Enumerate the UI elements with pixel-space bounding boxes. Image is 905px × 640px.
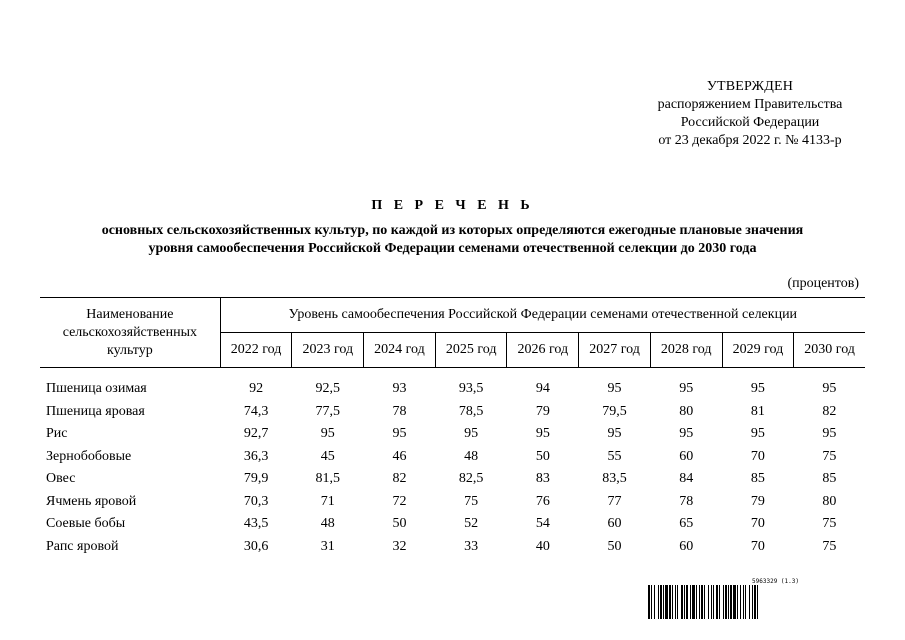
value-cell: 83 [535, 471, 550, 487]
value-cell: 95 [679, 426, 694, 442]
value-cell: 74,3 [243, 403, 269, 419]
value-cell: 95 [392, 426, 407, 442]
value-cell: 85 [822, 471, 837, 487]
table-row [40, 491, 865, 514]
value-cell: 50 [607, 538, 622, 554]
barcode-number: 5963329 (1.3) [752, 578, 799, 585]
year-header: 2022 год [220, 333, 292, 368]
value-cell: 85 [750, 471, 765, 487]
year-header: 2029 год [722, 333, 794, 368]
value-cell: 79 [535, 403, 550, 419]
value-cell: 94 [535, 381, 550, 397]
crop-column-header: Наименование сельскохозяйственных культур [40, 298, 220, 368]
barcode [648, 578, 863, 619]
value-cell: 70 [750, 538, 765, 554]
value-cell: 30,6 [243, 538, 269, 554]
value-cell: 95 [822, 426, 837, 442]
value-cell: 70,3 [243, 493, 269, 509]
value-cell: 95 [320, 426, 335, 442]
value-cell: 79,5 [602, 403, 627, 419]
value-cell: 78 [679, 493, 694, 509]
value-cell: 32 [392, 538, 407, 554]
barcode-bar [757, 585, 758, 619]
year-header: 2025 год [435, 333, 507, 368]
value-cell: 80 [822, 493, 837, 509]
value-cell: 75 [822, 538, 837, 554]
crop-name: Пшеница озимая [46, 381, 147, 397]
crop-name: Ячмень яровой [46, 493, 137, 509]
value-cell: 93,5 [458, 381, 484, 397]
approval-heading: УТВЕРЖДЕН [706, 79, 794, 94]
subtitle-line: основных сельскохозяйственных культур, по каждой из которых определяются ежегодные плановые значения [101, 223, 804, 238]
value-cell: 46 [392, 448, 407, 464]
year-header: 2023 год [292, 333, 364, 368]
value-cell: 95 [607, 426, 622, 442]
value-cell: 78,5 [458, 403, 484, 419]
value-cell: 83,5 [602, 471, 627, 487]
year-header: 2027 год [579, 333, 651, 368]
value-cell: 33 [464, 538, 479, 554]
value-cell: 55 [607, 448, 622, 464]
value-cell: 95 [535, 426, 550, 442]
crop-name: Рис [46, 426, 68, 442]
crop-name: Пшеница яровая [46, 403, 145, 419]
table-body [40, 368, 865, 559]
value-cell: 43,5 [243, 516, 269, 532]
document-title: П Е Р Е Ч Е Н Ь [371, 198, 534, 213]
value-cell: 78 [392, 403, 407, 419]
crop-name: Зернобобовые [46, 448, 132, 464]
value-cell: 48 [464, 448, 479, 464]
value-cell: 60 [679, 538, 694, 554]
value-cell: 45 [320, 448, 335, 464]
value-cell: 71 [320, 493, 335, 509]
value-cell: 82,5 [458, 471, 484, 487]
crop-name: Овес [46, 471, 76, 487]
approval-line: Российской Федерации [680, 115, 820, 130]
value-cell: 92,5 [315, 381, 341, 397]
unit-label: (процентов) [787, 276, 859, 291]
value-cell: 50 [535, 448, 550, 464]
table-row [40, 401, 865, 424]
value-cell: 92 [249, 381, 264, 397]
value-cell: 70 [750, 516, 765, 532]
crop-name: Соевые бобы [46, 516, 126, 532]
table-row [40, 536, 865, 559]
table-row [40, 368, 865, 401]
value-cell: 65 [679, 516, 694, 532]
value-cell: 81 [750, 403, 765, 419]
value-cell: 79 [750, 493, 765, 509]
crop-name: Рапс яровой [46, 538, 119, 554]
value-cell: 79,9 [243, 471, 269, 487]
value-cell: 40 [535, 538, 550, 554]
value-cell: 72 [392, 493, 407, 509]
value-cell: 82 [822, 403, 837, 419]
value-cell: 95 [679, 381, 694, 397]
barcode-bars [648, 585, 863, 619]
table-row [40, 513, 865, 536]
document-subtitle [0, 222, 905, 258]
value-cell: 92,7 [243, 426, 269, 442]
approval-date: от 23 декабря 2022 г. № 4133-р [658, 133, 842, 148]
value-cell: 50 [392, 516, 407, 532]
value-cell: 93 [392, 381, 407, 397]
subtitle-line: уровня самообеспечения Российской Федерации семенами отечественной селекции до 2030 года [148, 241, 757, 256]
group-header: Уровень самообеспечения Российской Федерации семенами отечественной селекции [220, 298, 865, 333]
year-header: 2026 год [507, 333, 579, 368]
value-cell: 95 [750, 426, 765, 442]
year-header: 2028 год [650, 333, 722, 368]
value-cell: 54 [535, 516, 550, 532]
value-cell: 75 [822, 516, 837, 532]
value-cell: 48 [320, 516, 335, 532]
value-cell: 77,5 [315, 403, 341, 419]
value-cell: 75 [822, 448, 837, 464]
value-cell: 60 [607, 516, 622, 532]
value-cell: 60 [679, 448, 694, 464]
value-cell: 36,3 [243, 448, 269, 464]
approval-line: распоряжением Правительства [657, 97, 843, 112]
year-header: 2024 год [364, 333, 436, 368]
value-cell: 76 [535, 493, 550, 509]
value-cell: 84 [679, 471, 694, 487]
value-cell: 95 [750, 381, 765, 397]
value-cell: 95 [464, 426, 479, 442]
approval-block [640, 78, 860, 150]
value-cell: 81,5 [315, 471, 341, 487]
data-table [40, 297, 865, 558]
value-cell: 52 [464, 516, 479, 532]
value-cell: 95 [607, 381, 622, 397]
value-cell: 70 [750, 448, 765, 464]
value-cell: 77 [607, 493, 622, 509]
table-row [40, 423, 865, 446]
value-cell: 95 [822, 381, 837, 397]
year-header: 2030 год [794, 333, 865, 368]
value-cell: 31 [320, 538, 335, 554]
table-row [40, 446, 865, 469]
value-cell: 75 [464, 493, 479, 509]
value-cell: 82 [392, 471, 407, 487]
table-row [40, 468, 865, 491]
value-cell: 80 [679, 403, 694, 419]
